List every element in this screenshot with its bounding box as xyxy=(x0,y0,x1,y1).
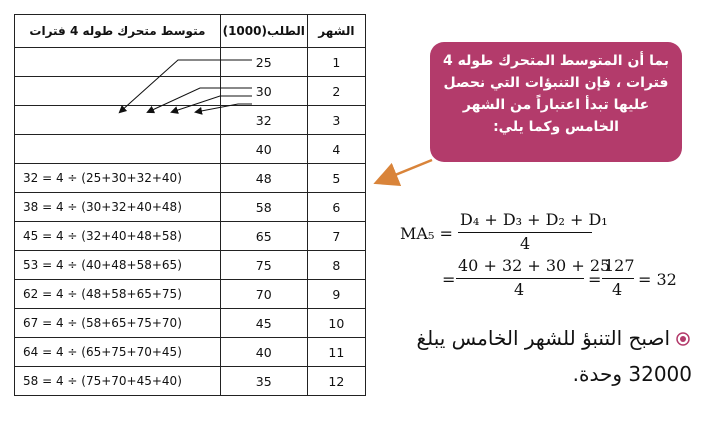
arrow-from-25 xyxy=(120,60,252,112)
demand-cell: 35 xyxy=(220,367,307,396)
explanation-callout xyxy=(430,42,682,162)
fraction-bar-3 xyxy=(602,278,634,279)
month-cell: 5 xyxy=(307,164,365,193)
moving-average-cell: 62 = 4 ÷ (48+58+65+75) xyxy=(15,280,221,309)
month-cell: 6 xyxy=(307,193,365,222)
formula-result: = 32 xyxy=(638,270,677,289)
month-cell: 9 xyxy=(307,280,365,309)
month-cell: 3 xyxy=(307,106,365,135)
header-demand: الطلب(1000) xyxy=(220,15,307,48)
month-cell: 7 xyxy=(307,222,365,251)
moving-average-cell: 64 = 4 ÷ (65+75+70+45) xyxy=(15,338,221,367)
demand-cell: 40 xyxy=(220,135,307,164)
month-cell: 12 xyxy=(307,367,365,396)
demand-cell: 30 xyxy=(220,77,307,106)
month-cell: 8 xyxy=(307,251,365,280)
demand-cell: 45 xyxy=(220,309,307,338)
demand-cell: 75 xyxy=(220,251,307,280)
moving-average-cell: 38 = 4 ÷ (30+32+40+48) xyxy=(15,193,221,222)
month-cell: 1 xyxy=(307,48,365,77)
formula-denominator-2: 4 xyxy=(514,280,525,299)
demand-cell: 48 xyxy=(220,164,307,193)
moving-average-cell: 45 = 4 ÷ (32+40+48+58) xyxy=(15,222,221,251)
moving-average-cell: 32 = 4 ÷ (25+30+32+40) xyxy=(15,164,221,193)
demand-cell: 40 xyxy=(220,338,307,367)
callout-text: بما أن المتوسط المتحرك طوله 4 فترات ، فإن التنبؤات التي نحصل عليها تبدأ اعتباراً من الشهر الخامس وكما يلي: xyxy=(443,53,669,135)
formula-equals-3: = xyxy=(588,270,602,289)
demand-cell: 25 xyxy=(220,48,307,77)
moving-average-cell: 67 = 4 ÷ (58+65+75+70) xyxy=(15,309,221,338)
conclusion-text xyxy=(372,320,692,392)
arrow-from-40 xyxy=(196,104,252,112)
formula-numerator-1: D₄ + D₃ + D₂ + D₁ xyxy=(460,210,608,229)
demand-cell: 58 xyxy=(220,193,307,222)
header-moving-average: متوسط متحرك طوله 4 فترات xyxy=(15,15,221,48)
fraction-bar-1 xyxy=(458,232,592,233)
month-cell: 11 xyxy=(307,338,365,367)
header-month: الشهر xyxy=(307,15,365,48)
month-cell: 10 xyxy=(307,309,365,338)
conclusion-text-content: اصبح التنبؤ للشهر الخامس يبلغ 32000 وحدة. xyxy=(416,326,692,386)
moving-average-formula xyxy=(400,210,700,310)
demand-cell: 70 xyxy=(220,280,307,309)
demand-cell: 32 xyxy=(220,106,307,135)
formula-lhs: MA₅ = xyxy=(400,224,453,243)
formula-denominator-3: 4 xyxy=(612,280,623,299)
formula-numerator-3: 127 xyxy=(604,256,635,275)
month-cell: 2 xyxy=(307,77,365,106)
moving-average-cell: 58 = 4 ÷ (75+70+45+40) xyxy=(15,367,221,396)
formula-denominator-1: 4 xyxy=(520,234,531,253)
formula-numerator-2: 40 + 32 + 30 + 25 xyxy=(458,256,611,275)
arrow-from-30 xyxy=(148,88,252,112)
demand-cell: 65 xyxy=(220,222,307,251)
moving-average-cell: 53 = 4 ÷ (40+48+58+65) xyxy=(15,251,221,280)
month-cell: 4 xyxy=(307,135,365,164)
callout-pointer-arrow xyxy=(378,160,432,182)
formula-equals-2: = xyxy=(442,270,456,289)
fraction-bar-2 xyxy=(456,278,584,279)
